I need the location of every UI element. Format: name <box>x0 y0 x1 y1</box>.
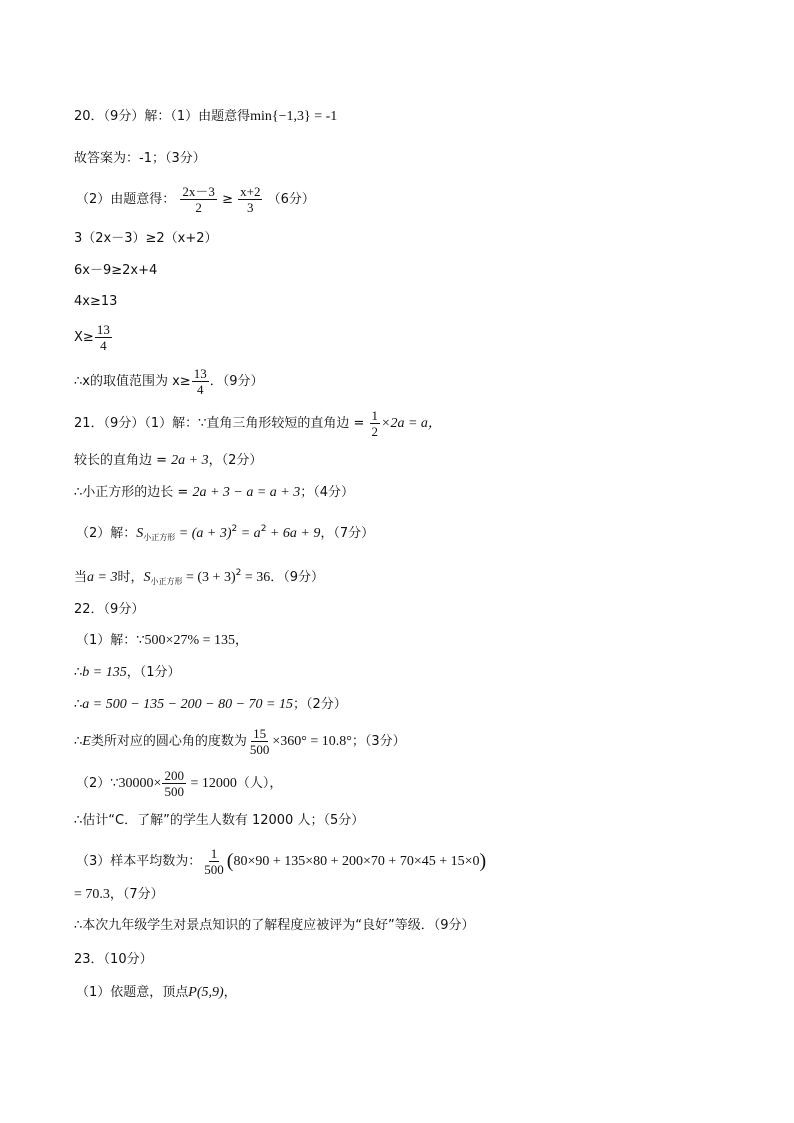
q22-line-6: ∴估计“C．了解”的学生人数有 12000 人；（5分） <box>74 813 365 828</box>
fraction-denominator: 3 <box>247 200 254 215</box>
q22-l2-tail: ，（1分） <box>126 665 181 680</box>
q20-geq-sign: ≥ <box>222 192 233 207</box>
fraction-numerator: 1 <box>371 408 379 423</box>
q20-part2-lead: （2）由题意得： <box>76 192 176 207</box>
fraction-numerator: 13 <box>96 322 110 337</box>
q22-line-9: ∴本次九年级学生对景点知识的了解程度应被评为“良好”等级．（9分） <box>74 918 475 933</box>
q22-line-4 <box>74 726 406 757</box>
q21-line5-mid: 时， <box>117 570 144 585</box>
q21-head-text: 21．（9分）（1）解：∵直角三角形较短的直角边 = <box>74 416 369 431</box>
fraction-numerator: 13 <box>193 366 207 381</box>
q21-line5-math2: = 36 <box>241 570 271 585</box>
fraction-denominator: 4 <box>196 382 204 397</box>
q21-line5-tail: ．（9分） <box>270 570 325 585</box>
q22-l4-category: E <box>82 734 91 749</box>
q22-l4-math: ×360° = 10.8° <box>272 734 352 749</box>
fraction-numerator: x+2 <box>240 184 261 199</box>
q20-min-expression: min{−1,3} = -1 <box>250 109 338 124</box>
q22-line-7 <box>76 846 486 877</box>
q20-conclusion-lead: ∴x的取值范围为 x≥ <box>74 374 191 389</box>
q21-line3-math: 2a + 3 − a = a + 3 <box>192 485 301 500</box>
q22-l1-tail: ， <box>235 633 249 648</box>
q21-fraction-half <box>370 408 381 439</box>
q22-l3-math: a = 500 − 135 − 200 − 80 − 70 = 15 <box>82 697 293 712</box>
q22-l5-math2: = 12000 <box>186 776 237 791</box>
q20-fraction-2 <box>238 184 262 215</box>
fraction-denominator: 2 <box>371 424 379 439</box>
q21-line-3 <box>74 484 354 502</box>
q22-line-1 <box>76 632 248 650</box>
q20-part2-line <box>76 184 315 215</box>
q22-l4-mid: 类所对应的圆心角的度数为 <box>90 734 247 749</box>
q22-line-8 <box>74 886 164 904</box>
q22-l5-tail: （人）， <box>236 776 283 791</box>
q21-line2-math: 2a + 3 <box>171 453 209 468</box>
q23-l1-math: P(5,9) <box>188 985 224 1000</box>
q22-l5-fraction <box>162 768 186 799</box>
q22-l8-tail: ，（7分） <box>109 887 164 902</box>
q22-l7-open-paren: ( <box>226 850 234 872</box>
q23-line-1 <box>76 984 237 1002</box>
q21-line2-tail: ，（2分） <box>208 453 263 468</box>
fraction-denominator: 2 <box>195 200 202 215</box>
q20-fraction-1 <box>180 184 217 215</box>
q22-line-2 <box>74 664 181 682</box>
q22-l4-fraction <box>248 726 272 757</box>
q21-heading <box>74 408 442 439</box>
q22-l4-lead: ∴ <box>74 734 83 749</box>
q21-line5-lead: 当 <box>74 570 88 585</box>
fraction-numerator: 2x－3 <box>182 184 215 199</box>
fraction-denominator: 4 <box>100 338 107 353</box>
q22-l1-math: 500×27% = 135 <box>144 633 235 648</box>
q21-line4-lead: （2）解： <box>76 526 137 541</box>
q20-step-4 <box>74 322 113 353</box>
q22-l5-lead: （2）∵ <box>76 776 119 791</box>
q22-l7-close-paren: ) <box>479 850 487 872</box>
q22-l7-lead: （3）样本平均数为： <box>76 854 202 869</box>
q20-step-1: 3（2x－3）≥2（x+2） <box>74 231 218 246</box>
q22-l7-math: 80×90 + 135×80 + 200×70 + 70×45 + 15×0 <box>233 854 480 869</box>
q21-area-subscript-2: 小正方形 <box>150 577 183 586</box>
q22-l7-fraction <box>202 846 226 877</box>
q23-l1-lead: （1）依题意，顶点 <box>76 985 189 1000</box>
q21-line4-math2: = a <box>237 526 261 541</box>
q23-heading: 23．（10分） <box>74 952 153 967</box>
q22-l5-math: 30000× <box>118 776 162 791</box>
q22-line-3 <box>74 696 347 714</box>
q20-fraction-3 <box>95 322 112 353</box>
q21-line-4 <box>76 520 374 547</box>
q21-square-exponent: 2 <box>231 524 238 534</box>
q20-part2-score: （6分） <box>267 192 315 207</box>
fraction-denominator: 500 <box>164 784 184 799</box>
q21-line3-lead: ∴小正方形的边长 = <box>74 485 193 500</box>
q20-step-2: 6x－9≥2x+4 <box>74 263 158 278</box>
fraction-numerator: 200 <box>164 768 184 783</box>
q20-answer-line <box>74 150 206 168</box>
q20-step4-lead: X≥ <box>74 330 94 345</box>
q21-line4-math3: + 6a + 9 <box>266 526 321 541</box>
q21-line5-math1: = (3 + 3) <box>182 570 236 585</box>
q21-area-symbol-2: S <box>143 570 151 585</box>
q21-line2-lead: 较长的直角边 = <box>74 453 172 468</box>
q22-l8-math: = 70.3 <box>74 887 110 902</box>
q22-l1-lead: （1）解：∵ <box>76 633 145 648</box>
q22-l2-lead: ∴ <box>74 665 83 680</box>
q21-line-2 <box>74 452 262 470</box>
q20-step-3: 4x≥13 <box>74 294 118 309</box>
q21-head-tail: ×2a = a， <box>381 416 442 431</box>
q21-area-subscript: 小正方形 <box>143 533 176 542</box>
q20-heading <box>74 108 337 126</box>
q21-area-symbol: S <box>136 526 144 541</box>
q21-line-5 <box>74 564 324 591</box>
q21-square-exponent-2: 2 <box>260 524 267 534</box>
q20-answer-text: 故答案为：-1；（3分） <box>74 151 206 166</box>
fraction-denominator: 500 <box>249 742 270 757</box>
q21-line4-tail: ，（7分） <box>320 526 375 541</box>
q20-conclusion <box>74 366 263 397</box>
fraction-numerator: 1 <box>210 846 218 861</box>
q21-line3-tail: ；（4分） <box>300 485 355 500</box>
q22-heading: 22．（9分） <box>74 602 145 617</box>
fraction-denominator: 500 <box>204 862 224 877</box>
q20-head-text: 20．（9分）解：（1）由题意得 <box>74 109 251 124</box>
q20-fraction-4 <box>192 366 209 397</box>
q22-line-5 <box>76 768 282 799</box>
q22-l3-lead: ∴ <box>74 697 83 712</box>
q21-line5-condition: a = 3 <box>87 570 118 585</box>
q23-l1-tail: ， <box>223 985 237 1000</box>
fraction-numerator: 15 <box>253 726 267 741</box>
q21-square-exponent-3: 2 <box>235 568 242 578</box>
q20-conclusion-tail: ．（9分） <box>209 374 264 389</box>
q21-line4-math1: = (a + 3) <box>175 526 232 541</box>
q22-l2-math: b = 135 <box>82 665 127 680</box>
q22-l4-tail: ；（3分） <box>351 734 406 749</box>
q22-l3-tail: ；（2分） <box>292 697 347 712</box>
